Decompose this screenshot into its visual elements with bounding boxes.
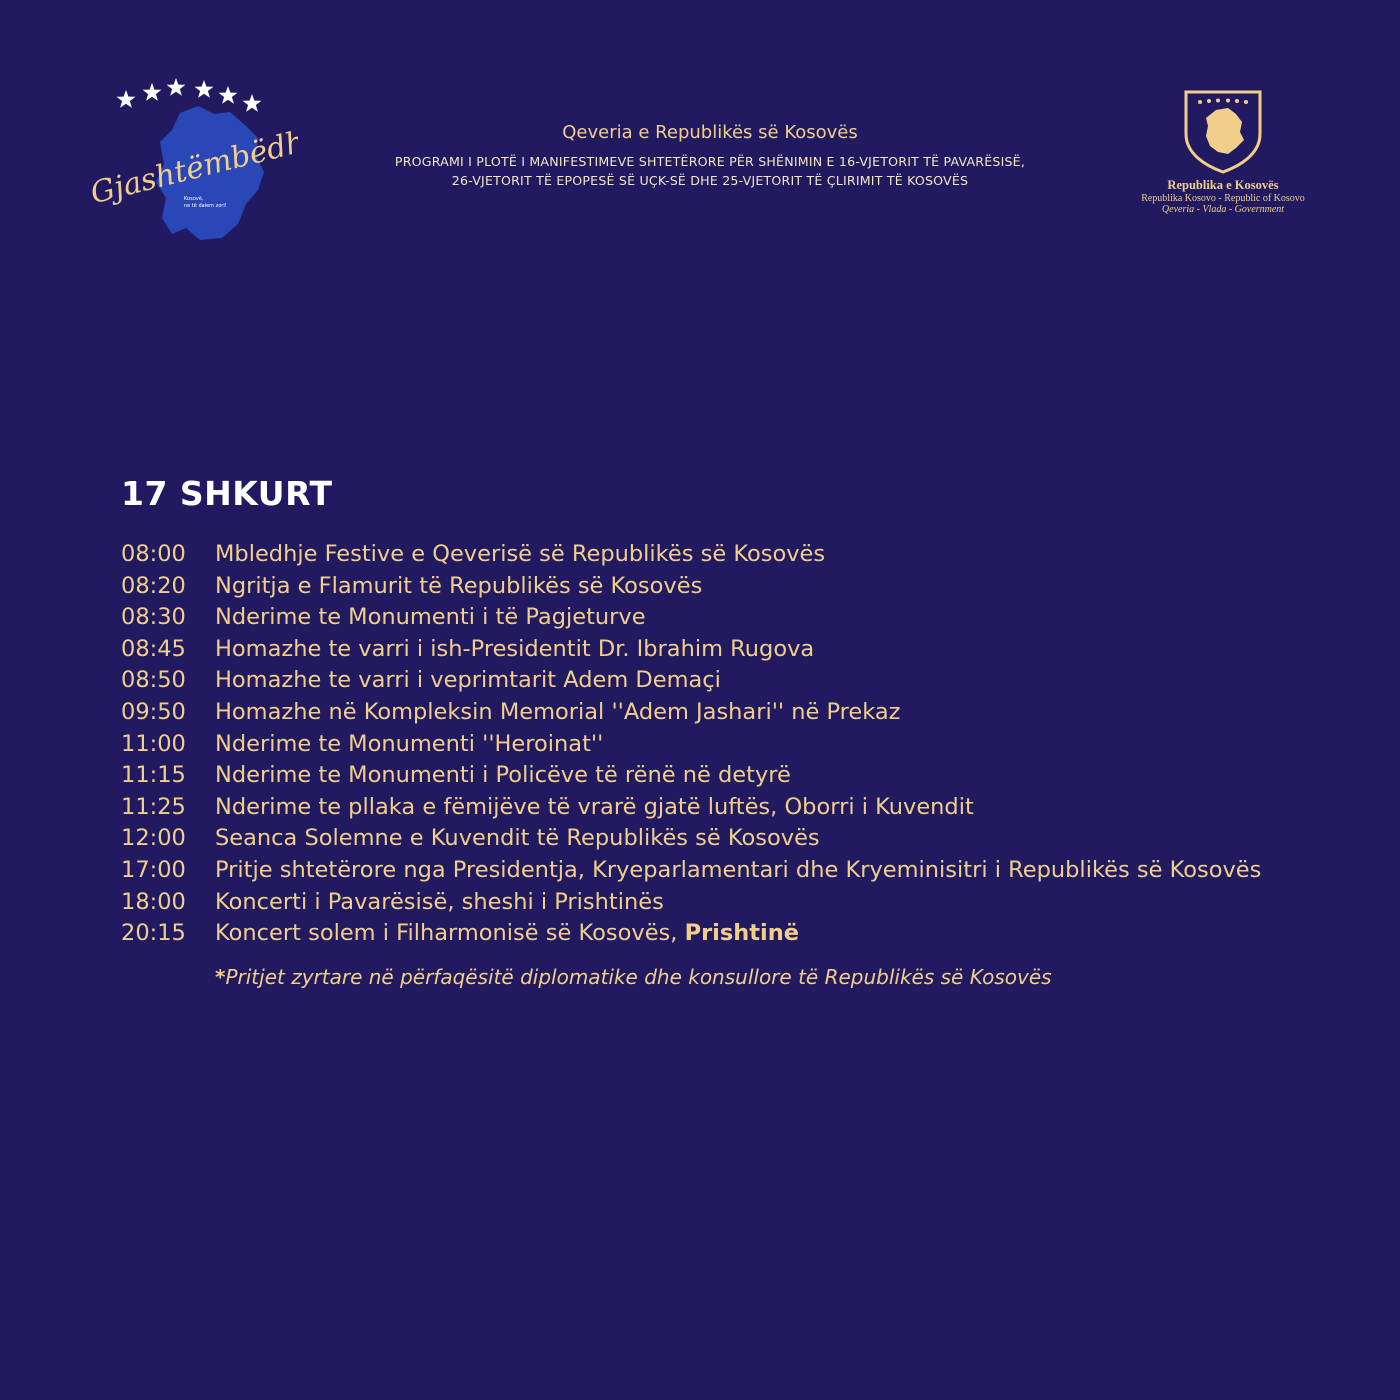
event-title: Pritje shtetërore nga Presidentja, Kryeparlamentari dhe Kryeminisitri i Republikës së Kosovës	[215, 856, 1262, 883]
footnote-asterisk: *	[215, 965, 226, 989]
republic-emblem	[1128, 88, 1318, 228]
schedule-item	[121, 855, 1261, 887]
stars-icon	[117, 78, 262, 112]
kosovo-map-logo-graphic	[88, 78, 298, 248]
schedule-item	[121, 602, 1261, 634]
schedule-item	[121, 539, 1261, 571]
footnote-text: Pritjet zyrtare në përfaqësitë diplomatike dhe konsullore të Republikës së Kosovës	[225, 965, 1052, 989]
schedule-item	[121, 571, 1261, 603]
schedule-list	[121, 539, 1261, 950]
event-time: 18:00	[121, 888, 186, 915]
footnote	[215, 965, 1052, 989]
schedule-item	[121, 729, 1261, 761]
event-title: Seanca Solemne e Kuvendit të Republikës së Kosovës	[215, 825, 820, 852]
event-time: 11:15	[121, 762, 186, 789]
page-header	[300, 122, 1120, 190]
coat-of-arms-icon	[1182, 88, 1264, 174]
event-time: 12:00	[121, 825, 186, 852]
event-location: Prishtinë	[684, 920, 800, 947]
event-time: 08:00	[121, 541, 186, 567]
anniversary-logo	[88, 78, 298, 248]
emblem-title: Republika e Kosovës	[1167, 178, 1279, 192]
emblem-government: Qeveria - Vlada - Government	[1161, 204, 1285, 215]
event-time: 17:00	[121, 856, 186, 883]
svg-text:ne të dalem zori!: ne të dalem zori!	[184, 203, 227, 209]
schedule-item	[121, 665, 1261, 697]
event-time: 11:00	[121, 730, 186, 757]
logo-script-text: Gjashtëmbëdhjetë	[88, 110, 298, 212]
event-time: 09:50	[121, 698, 186, 725]
svg-text:Kosovë,: Kosovë,	[184, 196, 204, 202]
event-title: Mbledhje Festive e Qeverisë së Republikës së Kosovës	[215, 541, 826, 567]
event-time: 08:50	[121, 667, 186, 694]
schedule-item	[121, 887, 1261, 919]
schedule-item	[121, 760, 1261, 792]
event-time: 11:25	[121, 793, 186, 820]
event-title: Koncert solem i Filharmonisë së Kosovës,	[215, 920, 685, 947]
schedule-item	[121, 792, 1261, 824]
schedule-item	[121, 697, 1261, 729]
event-title: Nderime te pllaka e fëmijëve të vrarë gjatë luftës, Oborri i Kuvendit	[215, 793, 974, 820]
schedule-item	[121, 634, 1261, 666]
event-time: 08:20	[121, 572, 186, 599]
event-title: Nderime te Monumenti i Policëve të rënë në detyrë	[215, 762, 791, 789]
event-title: Nderime te Monumenti ''Heroinat''	[215, 730, 604, 757]
emblem-subtitle: Republika Kosovo - Republic of Kosovo	[1141, 193, 1305, 204]
event-time: 08:30	[121, 604, 186, 631]
government-title: Qeveria e Republikës së Kosovës	[562, 122, 858, 143]
event-title: Homazhe në Kompleksin Memorial ''Adem Jashari'' në Prekaz	[215, 698, 901, 725]
date-heading: 17 SHKURT	[121, 474, 333, 513]
schedule-item	[121, 918, 1261, 950]
event-title: Nderime te Monumenti i të Pagjeturve	[215, 604, 646, 631]
program-subtitle-line-2: 26-VJETORIT TË EPOPESË SË UÇK-SË DHE 25-VJETORIT TË ÇLIRIMIT TË KOSOVËS	[451, 173, 969, 188]
event-time: 20:15	[121, 920, 186, 947]
event-title: Homazhe te varri i veprimtarit Adem Demaçi	[215, 667, 721, 694]
event-time: 08:45	[121, 635, 186, 662]
event-title: Koncerti i Pavarësisë, sheshi i Prishtinës	[215, 888, 664, 915]
program-subtitle-line-1: PROGRAMI I PLOTË I MANIFESTIMEVE SHTETËRORE PËR SHËNIMIN E 16-VJETORIT TË PAVARËSISË,	[394, 154, 1026, 169]
event-title: Homazhe te varri i ish-Presidentit Dr. Ibrahim Rugova	[215, 635, 815, 662]
schedule-item	[121, 823, 1261, 855]
event-title: Ngritja e Flamurit të Republikës së Kosovës	[215, 572, 703, 599]
